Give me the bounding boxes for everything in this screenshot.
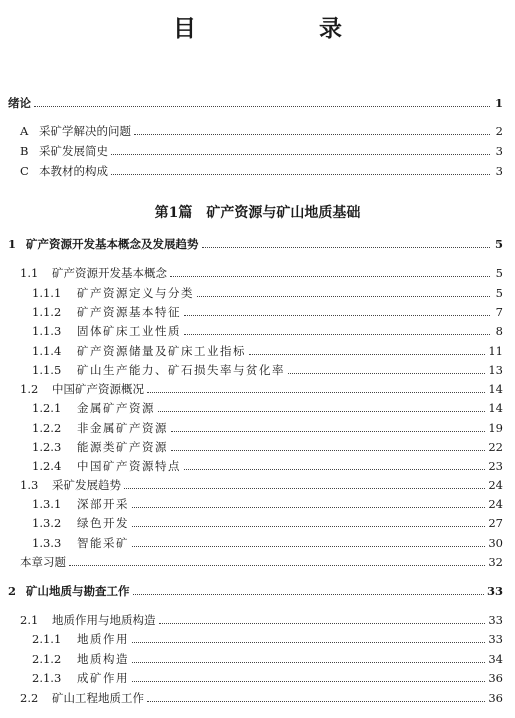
leader-dots bbox=[132, 498, 485, 508]
toc-subsection[interactable] bbox=[32, 535, 503, 551]
toc-entry-page: 34 bbox=[488, 652, 503, 666]
toc-entry-label: 矿山地质与勘查工作 bbox=[26, 584, 130, 598]
toc-section[interactable] bbox=[20, 381, 503, 397]
toc-entry-page: 8 bbox=[495, 324, 503, 338]
toc-subsection[interactable] bbox=[32, 631, 503, 647]
toc-entry-page: 24 bbox=[488, 497, 503, 511]
leader-dots bbox=[159, 614, 486, 624]
toc-chapter[interactable] bbox=[8, 583, 503, 599]
leader-dots bbox=[132, 537, 485, 547]
toc-entry-number: 1.2.1 bbox=[32, 401, 62, 415]
toc-entry-number: 1.2.4 bbox=[32, 459, 62, 473]
toc-entry-page: 24 bbox=[488, 478, 503, 492]
toc-entry-label: 固体矿床工业性质 bbox=[77, 324, 181, 338]
part-title: 第1篇 矿产资源与矿山地质基础 bbox=[154, 205, 361, 221]
leader-dots bbox=[134, 125, 490, 135]
toc-entry-label: 智能采矿 bbox=[77, 536, 129, 550]
toc-subsection[interactable] bbox=[32, 323, 503, 339]
toc-entry-page: 33 bbox=[488, 632, 503, 646]
toc-entry-label: 矿产资源定义与分类 bbox=[77, 286, 194, 300]
toc-entry-page: 2 bbox=[495, 124, 503, 138]
toc-entry-label: 矿产资源开发基本概念及发展趋势 bbox=[26, 237, 199, 251]
leader-dots bbox=[184, 306, 490, 316]
leader-dots bbox=[147, 383, 485, 393]
toc-entry-number: 2.1 bbox=[20, 613, 39, 627]
toc-entry-label: 金属矿产资源 bbox=[77, 401, 155, 415]
toc-subsection[interactable] bbox=[32, 304, 503, 320]
toc-entry-number: 1.1.3 bbox=[32, 324, 62, 338]
toc-entry-label: 深部开采 bbox=[77, 497, 129, 511]
toc-entry-number: 1.1.5 bbox=[32, 363, 62, 377]
leader-dots bbox=[197, 287, 490, 297]
toc-subsection[interactable] bbox=[32, 400, 503, 416]
toc-entry-number: C bbox=[20, 164, 29, 178]
toc-entry-label: 中国矿产资源概况 bbox=[52, 382, 144, 396]
toc-entry-number: 1.3 bbox=[20, 478, 39, 492]
toc-entry-label: 本教材的构成 bbox=[39, 164, 108, 178]
leader-dots bbox=[111, 145, 490, 155]
toc-entry-number: 2.1.1 bbox=[32, 632, 62, 646]
toc-entry-number: 1.1 bbox=[20, 266, 39, 280]
leader-dots bbox=[124, 479, 485, 489]
toc-subsection[interactable] bbox=[32, 515, 503, 531]
toc-entry-label: 绪论 bbox=[8, 96, 31, 110]
leader-dots bbox=[158, 402, 485, 412]
toc-entry-label: 矿产资源开发基本概念 bbox=[52, 266, 167, 280]
toc-entry-page: 3 bbox=[495, 164, 503, 178]
toc-entry-page: 5 bbox=[494, 237, 503, 251]
toc-entry-number: B bbox=[20, 144, 29, 158]
toc-entry[interactable] bbox=[20, 123, 503, 139]
toc-section[interactable] bbox=[20, 690, 503, 706]
toc-entry-page: 14 bbox=[488, 382, 503, 396]
toc-entry-label: 成矿作用 bbox=[77, 671, 129, 685]
toc-entry-number: 1.3.1 bbox=[32, 497, 62, 511]
toc-entry-number: 2.1.2 bbox=[32, 652, 62, 666]
toc-subsection[interactable] bbox=[32, 458, 503, 474]
leader-dots bbox=[171, 441, 485, 451]
toc-subsection[interactable] bbox=[32, 496, 503, 512]
toc-entry-page: 11 bbox=[488, 344, 503, 358]
toc-entry-number: 1.3.2 bbox=[32, 516, 62, 530]
leader-dots bbox=[202, 238, 491, 248]
toc-subsection[interactable] bbox=[32, 362, 503, 378]
leader-dots bbox=[288, 364, 485, 374]
toc-entry-page: 33 bbox=[488, 613, 503, 627]
toc-entry-number: 2.1.3 bbox=[32, 671, 62, 685]
leader-dots bbox=[170, 267, 490, 277]
toc-entry-label: 矿山生产能力、矿石损失率与贫化率 bbox=[77, 363, 285, 377]
toc-entry-page: 30 bbox=[488, 536, 503, 550]
toc-entry-number: 1 bbox=[8, 237, 17, 251]
leader-dots bbox=[132, 517, 485, 527]
toc-entry-number: 1.1.1 bbox=[32, 286, 62, 300]
toc-entry-page: 36 bbox=[488, 671, 503, 685]
leader-dots bbox=[132, 633, 485, 643]
toc-entry-label: 绿色开发 bbox=[77, 516, 129, 530]
toc-title: 目 录 bbox=[173, 15, 392, 42]
leader-dots bbox=[132, 653, 485, 663]
toc-entry-label: 本章习题 bbox=[20, 555, 66, 569]
toc-entry-label: 非金属矿产资源 bbox=[77, 421, 168, 435]
toc-subsection[interactable] bbox=[32, 439, 503, 455]
toc-entry-page: 5 bbox=[495, 286, 503, 300]
toc-entry[interactable] bbox=[20, 143, 503, 159]
leader-dots bbox=[147, 692, 485, 702]
toc-entry-number: 1.1.4 bbox=[32, 344, 62, 358]
toc-entry[interactable] bbox=[20, 163, 503, 179]
toc-chapter[interactable] bbox=[8, 236, 503, 252]
toc-section[interactable] bbox=[20, 265, 503, 281]
toc-entry-number: 2.2 bbox=[20, 691, 39, 705]
toc-entry-label: 矿山工程地质工作 bbox=[52, 691, 144, 705]
toc-entry-page: 27 bbox=[488, 516, 503, 530]
toc-entry-page: 14 bbox=[488, 401, 503, 415]
toc-entry-label: 地质构造 bbox=[77, 652, 129, 666]
toc-entry-number: 1.3.3 bbox=[32, 536, 62, 550]
toc-entry-page: 23 bbox=[488, 459, 503, 473]
toc-entry-label: 采矿发展简史 bbox=[39, 144, 108, 158]
toc-entry-number: A bbox=[20, 124, 29, 138]
toc-entry-label: 地质作用与地质构造 bbox=[52, 613, 156, 627]
toc-entry-page: 13 bbox=[488, 363, 503, 377]
toc-entry-page: 22 bbox=[488, 440, 503, 454]
toc-entry-intro[interactable] bbox=[8, 95, 503, 111]
leader-dots bbox=[133, 585, 484, 595]
toc-entry-page: 1 bbox=[494, 96, 503, 110]
toc-exercises[interactable] bbox=[20, 554, 503, 570]
toc-subsection[interactable] bbox=[32, 670, 503, 686]
toc-entry-page: 32 bbox=[488, 555, 503, 569]
leader-dots bbox=[184, 460, 485, 470]
leader-dots bbox=[132, 672, 485, 682]
toc-entry-label: 能源类矿产资源 bbox=[77, 440, 168, 454]
toc-entry-page: 19 bbox=[488, 421, 503, 435]
toc-entry-page: 33 bbox=[486, 584, 503, 598]
leader-dots bbox=[111, 165, 490, 175]
leader-dots bbox=[34, 97, 490, 107]
toc-subsection[interactable] bbox=[32, 651, 503, 667]
toc-entry-number: 1.2 bbox=[20, 382, 39, 396]
toc-section[interactable] bbox=[20, 612, 503, 628]
leader-dots bbox=[249, 345, 485, 355]
toc-entry-label: 地质作用 bbox=[77, 632, 129, 646]
leader-dots bbox=[69, 556, 485, 566]
toc-entry-number: 2 bbox=[8, 584, 17, 598]
toc-entry-page: 3 bbox=[495, 144, 503, 158]
toc-entry-label: 矿产资源储量及矿床工业指标 bbox=[77, 344, 246, 358]
toc-entry-label: 采矿发展趋势 bbox=[52, 478, 121, 492]
toc-entry-page: 5 bbox=[495, 266, 503, 280]
toc-section[interactable] bbox=[20, 477, 503, 493]
toc-entry-label: 中国矿产资源特点 bbox=[77, 459, 181, 473]
toc-entry-label: 矿产资源基本特征 bbox=[77, 305, 181, 319]
leader-dots bbox=[184, 325, 490, 335]
toc-entry-number: 1.2.2 bbox=[32, 421, 62, 435]
toc-subsection[interactable] bbox=[32, 343, 503, 359]
toc-entry-page: 7 bbox=[495, 305, 503, 319]
toc-subsection[interactable] bbox=[32, 420, 503, 436]
toc-entry-page: 36 bbox=[488, 691, 503, 705]
toc-subsection[interactable] bbox=[32, 285, 503, 301]
leader-dots bbox=[171, 422, 485, 432]
toc-entry-label: 采矿学解决的问题 bbox=[39, 124, 131, 138]
toc-entry-number: 1.1.2 bbox=[32, 305, 62, 319]
toc-entry-number: 1.2.3 bbox=[32, 440, 62, 454]
